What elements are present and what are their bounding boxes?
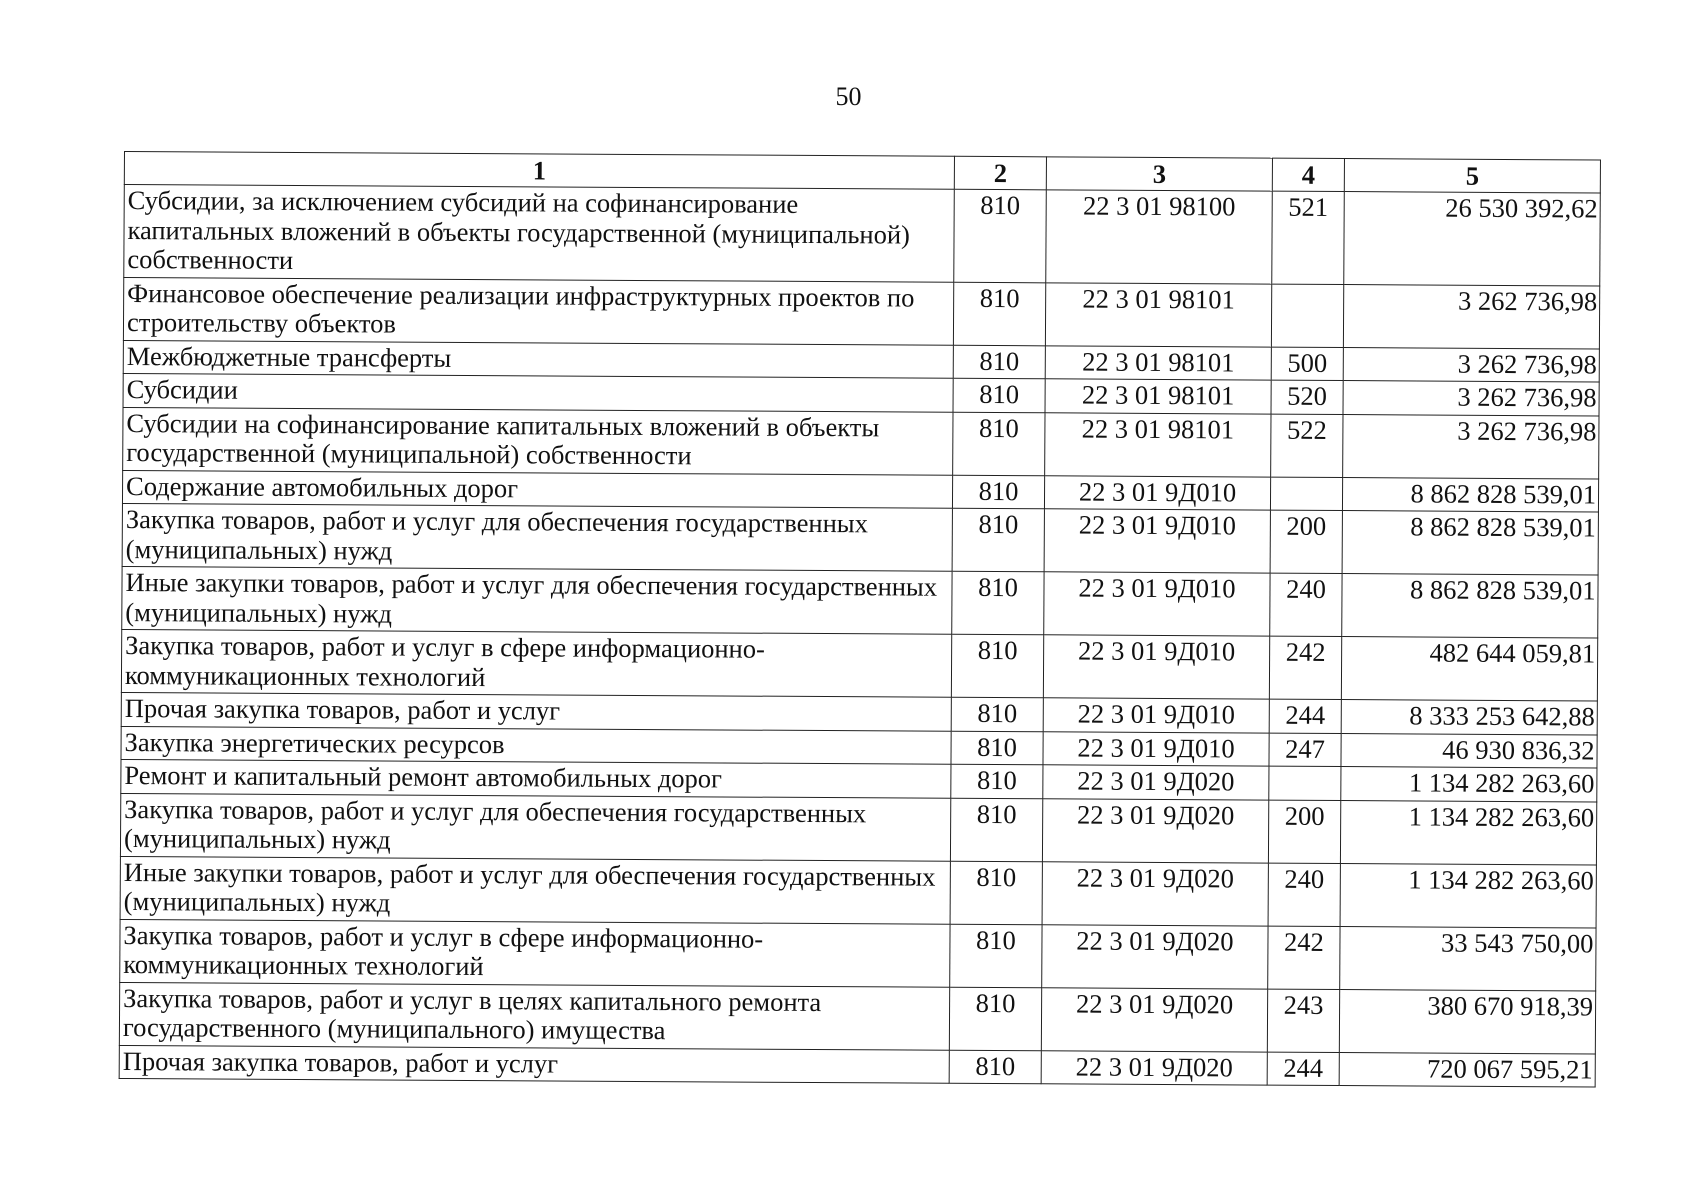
row-name: Прочая закупка товаров, работ и услуг [119,1045,949,1083]
row-expense-type: 200 [1268,800,1340,863]
row-target-code: 22 3 01 9Д010 [1044,509,1270,573]
row-gr-code: 810 [951,634,1043,698]
row-expense-type: 243 [1267,989,1339,1052]
row-gr-code: 810 [949,1050,1041,1084]
header-col-5: 5 [1344,159,1600,193]
budget-table-container [119,151,1600,1087]
row-name: Финансовое обеспечение реализации инфраструктурных проектов по строительству объектов [123,277,953,345]
table-body [119,185,1600,1087]
table-row [121,629,1597,701]
row-amount: 46 930 836,32 [1341,733,1597,768]
row-expense-type: 247 [1269,733,1341,767]
row-name: Закупка товаров, работ и услуг в целях капитального ремонта государственного (муниципального) имущества [119,982,949,1050]
row-amount: 33 543 750,00 [1340,926,1596,990]
row-expense-type: 240 [1270,573,1342,636]
table-row [120,793,1596,865]
header-col-1: 1 [124,152,954,190]
row-expense-type: 244 [1269,699,1341,733]
row-expense-type: 242 [1269,636,1341,699]
row-amount: 1 134 282 263,60 [1340,800,1596,864]
row-gr-code: 810 [951,697,1043,731]
row-amount: 1 134 282 263,60 [1341,767,1597,802]
table-row [123,277,1599,349]
row-gr-code: 810 [953,345,1045,379]
row-gr-code: 810 [951,764,1043,798]
header-col-4: 4 [1272,158,1344,191]
row-name: Закупка товаров, работ и услуг в сфере информационно-коммуникационных технологий [121,629,951,697]
row-target-code: 22 3 01 98100 [1046,190,1273,284]
row-amount: 720 067 595,21 [1339,1052,1595,1087]
row-name: Закупка товаров, работ и услуг для обеспечения государственных (муниципальных) нужд [122,503,952,571]
row-name: Содержание автомобильных дорог [122,470,952,508]
row-name: Субсидии на софинансирование капитальных вложений в объекты государственной (муниципальной) собственности [123,407,953,475]
row-target-code: 22 3 01 9Д010 [1043,731,1269,766]
row-gr-code: 810 [954,189,1047,282]
row-name: Субсидии, за исключением субсидий на софинансирование капитальных вложений в объекты государственной (муниципальной) собственности [124,185,955,282]
table-row [119,1045,1595,1087]
row-amount: 8 862 828 539,01 [1342,574,1598,638]
row-amount: 3 262 736,98 [1343,381,1599,416]
row-expense-type [1269,766,1341,800]
table-row [119,982,1595,1054]
row-target-code: 22 3 01 9Д020 [1043,765,1269,800]
row-expense-type: 244 [1267,1052,1339,1086]
row-expense-type: 520 [1271,380,1343,414]
row-name: Субсидии [123,373,953,411]
row-expense-type [1270,477,1342,511]
row-name: Прочая закупка товаров, работ и услуг [121,692,951,730]
row-gr-code: 810 [950,861,1042,925]
row-name: Ремонт и капитальный ремонт автомобильных дорог [121,759,951,797]
row-amount: 482 644 059,81 [1341,637,1597,701]
row-name: Закупка товаров, работ и услуг в сфере информационно-коммуникационных технологий [120,919,950,987]
row-target-code: 22 3 01 98101 [1045,282,1271,346]
row-target-code: 22 3 01 9Д010 [1043,635,1269,699]
row-expense-type: 242 [1268,926,1340,989]
row-target-code: 22 3 01 9Д020 [1042,924,1268,988]
row-expense-type: 240 [1268,863,1340,926]
row-expense-type: 200 [1270,510,1342,573]
row-amount: 1 134 282 263,60 [1340,863,1596,927]
table-row [122,566,1598,638]
row-target-code: 22 3 01 9Д020 [1041,1050,1267,1085]
row-amount: 8 862 828 539,01 [1342,511,1598,575]
row-gr-code: 810 [951,731,1043,765]
row-expense-type: 500 [1271,347,1343,381]
row-name: Закупка энергетических ресурсов [121,726,951,764]
header-col-3: 3 [1046,157,1272,191]
row-gr-code: 810 [950,798,1042,862]
row-gr-code: 810 [952,508,1044,572]
table-row [122,503,1598,575]
row-expense-type [1271,284,1343,347]
row-target-code: 22 3 01 9Д020 [1042,861,1268,925]
row-expense-type: 521 [1272,191,1345,284]
row-target-code: 22 3 01 9Д010 [1043,698,1269,733]
table-row [120,856,1596,928]
row-amount: 8 862 828 539,01 [1342,477,1598,512]
row-gr-code: 810 [953,412,1045,476]
row-amount: 380 670 918,39 [1339,989,1595,1053]
row-expense-type: 522 [1271,414,1343,477]
row-target-code: 22 3 01 9Д010 [1044,475,1270,510]
row-name: Иные закупки товаров, работ и услуг для обеспечения государственных (муниципальных) нужд [122,566,952,634]
row-gr-code: 810 [949,987,1041,1051]
header-col-2: 2 [954,156,1046,190]
row-amount: 8 333 253 642,88 [1341,700,1597,735]
row-target-code: 22 3 01 98101 [1045,412,1271,476]
table-row [123,407,1599,479]
budget-table [119,151,1601,1087]
row-gr-code: 810 [953,378,1045,412]
row-target-code: 22 3 01 9Д020 [1041,987,1267,1051]
row-amount: 26 530 392,62 [1344,192,1601,286]
row-target-code: 22 3 01 98101 [1045,345,1271,380]
row-gr-code: 810 [953,282,1045,346]
row-amount: 3 262 736,98 [1343,284,1599,348]
page-number: 50 [835,82,862,111]
row-name: Закупка товаров, работ и услуг для обеспечения государственных (муниципальных) нужд [120,793,950,861]
row-gr-code: 810 [950,924,1042,988]
row-name: Межбюджетные трансферты [123,340,953,378]
row-target-code: 22 3 01 9Д010 [1044,572,1270,636]
row-amount: 3 262 736,98 [1343,414,1599,478]
row-amount: 3 262 736,98 [1343,347,1599,382]
row-target-code: 22 3 01 9Д020 [1042,798,1268,862]
table-row [124,185,1601,286]
row-target-code: 22 3 01 98101 [1045,379,1271,414]
row-gr-code: 810 [952,571,1044,635]
row-gr-code: 810 [952,475,1044,509]
row-name: Иные закупки товаров, работ и услуг для обеспечения государственных (муниципальных) нужд [120,856,950,924]
table-row [120,919,1596,991]
